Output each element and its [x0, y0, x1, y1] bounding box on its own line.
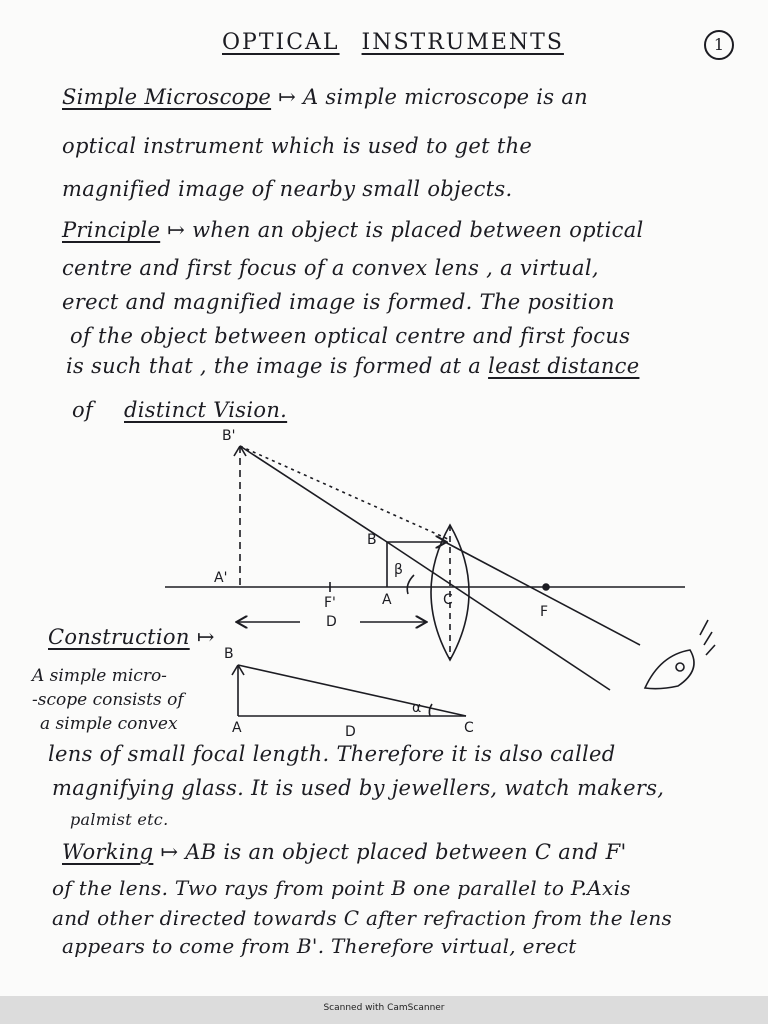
construction-heading: Construction	[48, 625, 190, 649]
page-number: 1	[704, 30, 734, 60]
eye-pupil	[676, 663, 684, 671]
principle-line-2: centre and first focus of a convex lens , a virtual,	[62, 256, 599, 280]
working-line-4: appears to come from B'. Therefore virtual, erect	[62, 934, 577, 958]
principle-text-1: when an object is placed between optical	[192, 218, 644, 242]
label-distance: D	[326, 614, 337, 630]
least-distance-underlined: least distance	[488, 354, 640, 378]
simple-microscope-heading: Simple Microscope	[62, 85, 272, 109]
construction-line-1: lens of small focal length. Therefore it is also called	[48, 742, 616, 766]
eye-shape	[645, 650, 694, 689]
beta-angle-arc	[407, 575, 414, 594]
small-hypotenuse	[238, 665, 466, 716]
construction-line-3: palmist etc.	[70, 810, 169, 829]
construction-side-2: -scope consists of	[32, 690, 184, 710]
working-heading: Working	[62, 840, 154, 864]
working-arrow: ↦	[160, 840, 179, 864]
intro-text-1: A simple microscope is an	[302, 85, 588, 109]
label-focus-left: F'	[324, 595, 336, 611]
construction-line-2: magnifying glass. It is used by jewellers, watch makers,	[52, 776, 665, 800]
heading-arrow: ↦	[278, 85, 296, 109]
intro-line-2: optical instrument which is used to get the	[62, 134, 533, 158]
construction-line-to-object	[240, 446, 387, 542]
construction-side-1: A simple micro-	[32, 666, 167, 686]
ray-through-centre	[387, 542, 610, 690]
construction-side-3: a simple convex	[40, 714, 178, 734]
title-word-1: OPTICAL	[222, 30, 340, 55]
label-alpha: α	[412, 700, 422, 716]
working-line-1	[62, 838, 748, 866]
label-beta: β	[394, 562, 403, 578]
small-object-arrowhead-2	[232, 665, 238, 675]
label-small-right: C	[464, 720, 474, 736]
principle-line-3: erect and magnified image is formed. The position	[62, 290, 615, 314]
construction-heading-line	[48, 623, 748, 651]
dotted-back-ray	[240, 446, 450, 540]
label-image-base: A'	[214, 570, 228, 586]
distinct-vision-underlined: distinct Vision.	[124, 398, 288, 422]
principle-heading: Principle	[62, 218, 161, 242]
scanner-footer: Scanned with CamScanner	[323, 1003, 445, 1013]
alpha-angle-arc	[429, 704, 432, 716]
principle-text-6: of	[72, 398, 94, 422]
label-object-top: B	[367, 532, 377, 548]
label-focus-right: F	[540, 604, 549, 620]
label-image-top: B'	[222, 428, 236, 444]
working-line-3: and other directed towards C after refraction from the lens	[52, 906, 673, 930]
label-small-top: B	[224, 646, 234, 662]
intro-line-3: magnified image of nearby small objects.	[62, 177, 513, 201]
label-small-distance: D	[345, 724, 356, 740]
virtual-image-arrowhead-2	[234, 446, 240, 456]
principle-line-4: of the object between optical centre and first focus	[70, 324, 631, 348]
working-text-1: AB is an object placed between C and F'	[185, 840, 627, 864]
title-word-2: INSTRUMENTS	[361, 30, 564, 55]
principle-arrow: ↦	[167, 218, 186, 242]
focus-right-dot	[543, 584, 549, 590]
label-small-left: A	[232, 720, 242, 736]
label-object-base: A	[382, 592, 392, 608]
construction-arrow: ↦	[196, 625, 215, 649]
principle-text-5: is such that , the image is formed at a	[66, 354, 482, 378]
label-lens-centre: C	[443, 592, 453, 608]
working-line-2: of the lens. Two rays from point B one parallel to P.Axis	[52, 876, 631, 900]
